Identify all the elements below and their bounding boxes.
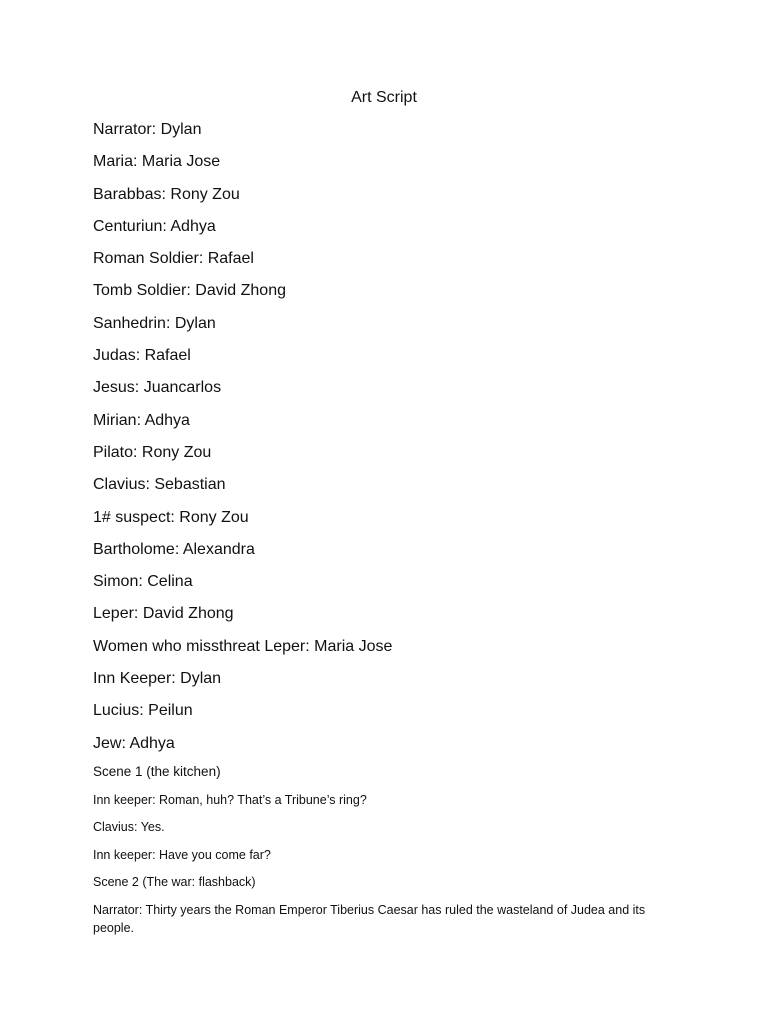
dialogue-line: Clavius: Yes. (93, 820, 165, 835)
document-title: Art Script (351, 89, 417, 106)
dialogue-line: Narrator: Thirty years the Roman Emperor Tiberius Caesar has ruled the wasteland of Judea and its people. (93, 902, 646, 935)
script-body (93, 763, 673, 947)
scene-heading: Scene 2 (The war: flashback) (93, 875, 256, 890)
cast-entry: Clavius: Sebastian (93, 476, 226, 494)
cast-entry: Leper: David Zhong (93, 605, 234, 623)
cast-entry: Mirian: Adhya (93, 411, 190, 429)
cast-entry: Barabbas: Rony Zou (93, 185, 240, 203)
cast-entry: Judas: Rafael (93, 347, 191, 365)
cast-list (93, 120, 693, 766)
cast-entry: Jew: Adhya (93, 734, 175, 752)
cast-entry: Simon: Celina (93, 573, 193, 591)
cast-entry: Narrator: Dylan (93, 121, 202, 138)
dialogue-line: Inn keeper: Roman, huh? That’s a Tribune’s ring? (93, 792, 367, 807)
dialogue-line: Inn keeper: Have you come far? (93, 847, 271, 862)
cast-entry: Lucius: Peilun (93, 702, 193, 720)
cast-entry: Pilato: Rony Zou (93, 443, 212, 461)
cast-entry: Tomb Soldier: David Zhong (93, 282, 286, 300)
scene-heading: Scene 1 (the kitchen) (93, 764, 221, 779)
cast-entry: Women who missthreat Leper: Maria Jose (93, 637, 393, 655)
cast-entry: Bartholome: Alexandra (93, 540, 255, 558)
cast-entry: Centuriun: Adhya (93, 217, 216, 235)
cast-entry: 1# suspect: Rony Zou (93, 508, 249, 526)
cast-entry: Sanhedrin: Dylan (93, 314, 216, 332)
cast-entry: Inn Keeper: Dylan (93, 670, 222, 688)
cast-entry: Roman Soldier: Rafael (93, 250, 254, 268)
cast-entry: Maria: Maria Jose (93, 153, 221, 171)
cast-entry: Jesus: Juancarlos (93, 379, 222, 397)
